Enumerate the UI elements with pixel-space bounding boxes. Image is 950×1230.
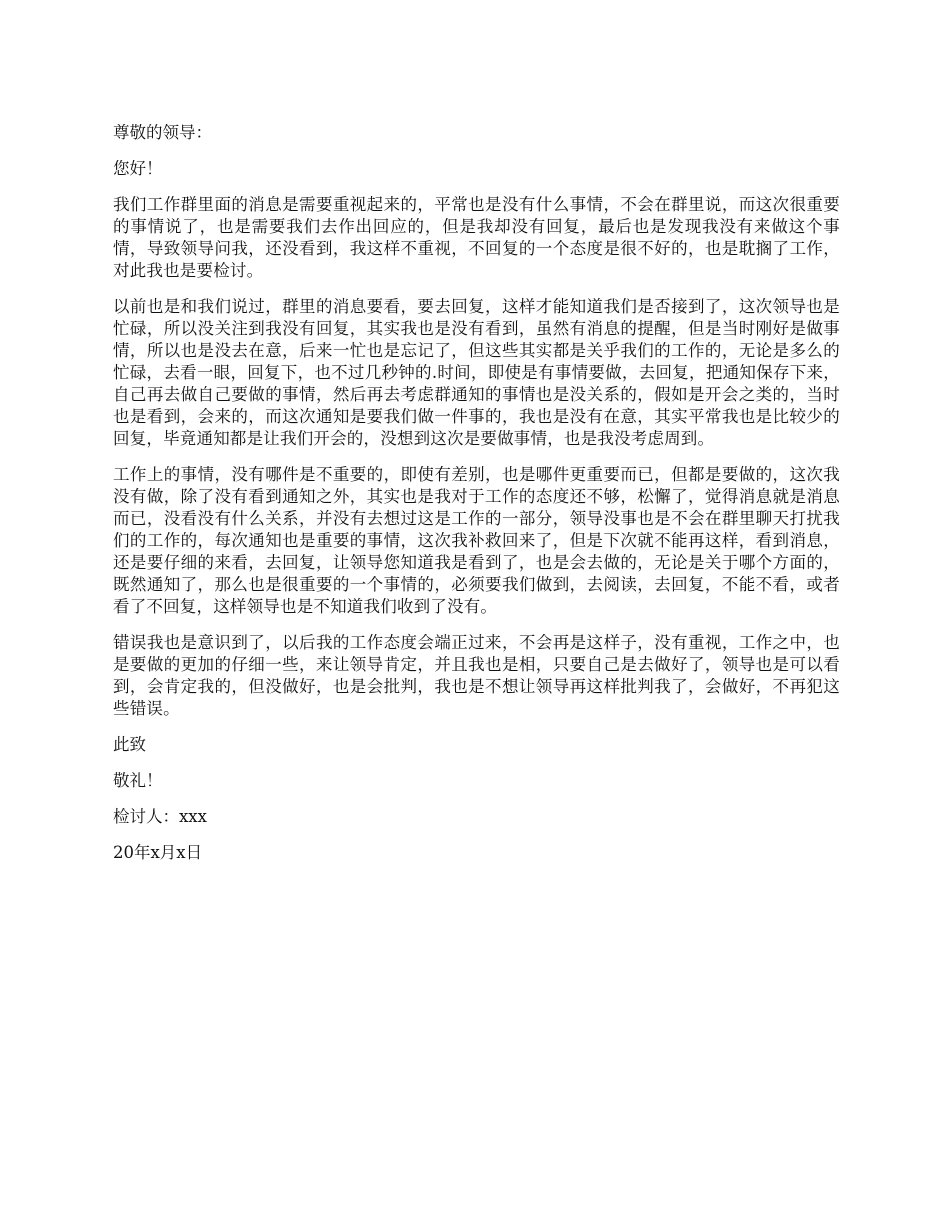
signature: 检讨人：xxx bbox=[113, 807, 207, 826]
paragraph-4: 错误我也是意识到了，以后我的工作态度会端正过来，不会再是这样子，没有重视，工作之中，也是要做的更加的仔细一些，来让领导肯定，并且我也是相，只要自己是去做好了，领导也是可以看到，会肯定我的，但没做好，也是会批判，我也是不想让领导再这样批判我了，会做好，不再犯这些错误。 bbox=[113, 633, 840, 718]
regards: 敬礼！ bbox=[113, 771, 163, 790]
salutation: 尊敬的领导： bbox=[113, 123, 212, 142]
paragraph-3: 工作上的事情，没有哪件是不重要的，即使有差别，也是哪件更重要而已，但都是要做的，这次我没有做，除了没有看到通知之外，其实也是我对于工作的态度还不够，松懈了，觉得消息就是消息而已，没看没有什么关系，并没有去想过这是工作的一部分，领导没事也是不会在群里聊天打扰我们的工作的，每次通知也是重要的事情，这次我补救回来了，但是下次就不能再这样，看到消息，还是要仔细的来看，去回复，让领导您知道我是看到了，也是会去做的，无论是关于哪个方面的，既然通知了，那么也是很重要的一个事情的，必须要我们做到，去阅读，去回复，不能不看，或者看了不回复，这样领导也是不知道我们收到了没有。 bbox=[113, 465, 840, 616]
paragraph-1: 我们工作群里面的消息是需要重视起来的，平常也是没有什么事情，不会在群里说，而这次很重要的事情说了，也是需要我们去作出回应的，但是我却没有回复，最后也是发现我没有来做这个事情，导致领导问我，还没看到，我这样不重视，不回复的一个态度是很不好的，也是耽搁了工作，对此我也是要检讨。 bbox=[113, 195, 840, 280]
date: 20年x月x日 bbox=[113, 843, 203, 862]
letter-body bbox=[113, 122, 840, 878]
closing: 此致 bbox=[113, 735, 146, 754]
greeting: 您好！ bbox=[113, 159, 163, 178]
paragraph-2: 以前也是和我们说过，群里的消息要看，要去回复，这样才能知道我们是否接到了，这次领导也是忙碌，所以没关注到我没有回复，其实我也是没有看到，虽然有消息的提醒，但是当时刚好是做事情，所以也是没去在意，后来一忙也是忘记了，但这些其实都是关乎我们的工作的，无论是多么的忙碌，去看一眼，回复下，也不过几秒钟的.时间，即使是有事情要做，去回复，把通知保存下来，自己再去做自己要做的事情，然后再去考虑群通知的事情也是没关系的，假如是开会之类的，当时也是看到，会来的，而这次通知是要我们做一件事的，我也是没有在意，其实平常我也是比较少的回复，毕竟通知都是让我们开会的，没想到这次是要做事情，也是我没考虑周到。 bbox=[113, 297, 840, 448]
